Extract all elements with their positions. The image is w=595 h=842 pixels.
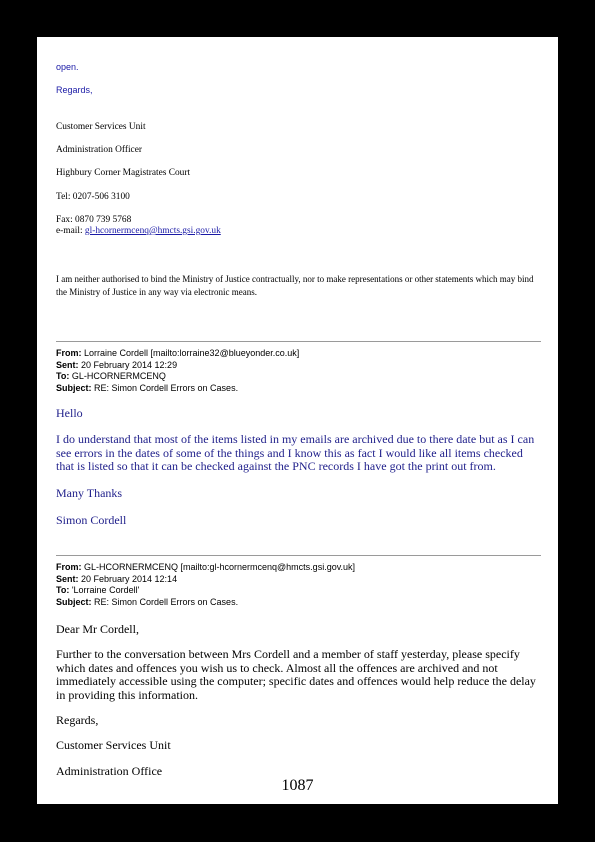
- email-link[interactable]: gl-hcornermcenq@hmcts.gsi.gov.uk: [84, 226, 221, 236]
- divider-rule: [56, 555, 541, 556]
- email2-body: Further to the conversation between Mrs Cordell and a member of staff yesterday, please specify which dates and offences you wish us to check. Almost all the offences are archived and not immediately accessible using the computer; specific dates and offences would help reduce the delay in providing this information.: [56, 647, 536, 702]
- email2-to: To: 'Lorraine Cordell': [56, 585, 140, 595]
- email2-signature-title: Administration Office: [56, 764, 163, 778]
- email2-header: [56, 562, 355, 608]
- email1-body: I do understand that most of the items listed in my emails are archived due to there date but as I can see errors in the dates of some of the things and I know this as fact I would like all items checked that is listed so that it can be checked against the PNC records I have got the print out from.: [56, 432, 535, 473]
- email1-from: From: Lorraine Cordell [mailto:lorraine32@blueyonder.co.uk]: [56, 348, 300, 358]
- email1-greeting: Hello: [56, 406, 83, 420]
- email2-subject: Subject: RE: Simon Cordell Errors on Cases.: [56, 596, 239, 607]
- signature-tel: Tel: 0207-506 3100: [56, 192, 130, 202]
- email1-header: [56, 348, 299, 394]
- email1-thanks: Many Thanks: [56, 486, 123, 500]
- disclaimer: I am neither authorised to bind the Ministry of Justice contractually, nor to make representations or other statements which may bind the Ministry of Justice in any way via electronic means.: [56, 274, 534, 297]
- divider-rule: [56, 341, 541, 342]
- signature-fax: Fax: 0870 739 5768: [56, 215, 132, 225]
- signature-court: Highbury Corner Magistrates Court: [56, 168, 191, 178]
- email2-sent: Sent: 20 February 2014 12:14: [56, 573, 178, 584]
- signature-unit: Customer Services Unit: [56, 122, 146, 132]
- email2-from: From: GL-HCORNERMCENQ [mailto:gl-hcornermcenq@hmcts.gsi.gov.uk]: [56, 562, 356, 572]
- email2-signature-unit: Customer Services Unit: [56, 738, 171, 752]
- email2-greeting: Dear Mr Cordell,: [56, 622, 139, 636]
- email1-subject: Subject: RE: Simon Cordell Errors on Cases.: [56, 382, 239, 393]
- email1-sent: Sent: 20 February 2014 12:29: [56, 359, 178, 370]
- email1-signature: Simon Cordell: [56, 513, 127, 527]
- email-label: e-mail:: [56, 226, 85, 236]
- signature-email: [56, 226, 221, 236]
- text-open: open.: [56, 62, 79, 72]
- text-regards: Regards,: [56, 85, 93, 95]
- email1-to: To: GL-HCORNERMCENQ: [56, 371, 166, 381]
- page-number: 1087: [281, 777, 314, 794]
- email2-regards: Regards,: [56, 713, 99, 727]
- document-page: [37, 37, 558, 804]
- signature-title: Administration Officer: [56, 145, 143, 155]
